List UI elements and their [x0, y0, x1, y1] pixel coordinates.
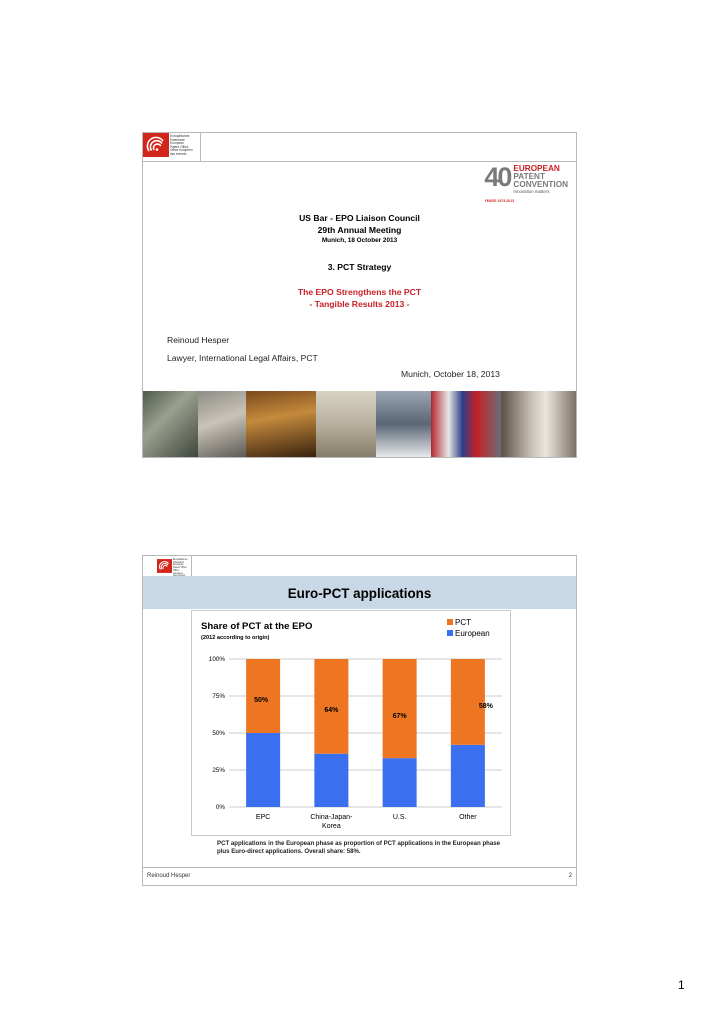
header-divider: [143, 161, 576, 162]
epc-40-years-badge: [484, 162, 568, 203]
y-tick-label: 25%: [212, 767, 225, 774]
bar-pct: [451, 659, 485, 745]
x-category-label: Other: [459, 814, 477, 821]
highlight-subtitle: - Tangible Results 2013 -: [309, 299, 410, 309]
chart-title: Share of PCT at the EPO: [201, 621, 313, 632]
slide-number: 2: [568, 873, 572, 879]
epo-logo-icon: [143, 133, 169, 157]
photo-walking: [376, 391, 431, 457]
logo-separator: [200, 133, 201, 161]
footer-author: Reinoud Hesper: [147, 873, 191, 879]
badge-years: YEARS 1973-2013: [484, 199, 515, 203]
epo-logo-text: Europäisches Patentamt European Patent Office Office européen des brevets: [170, 134, 193, 156]
meeting-date: Munich, 18 October 2013: [321, 237, 398, 244]
legend-label-european: European: [455, 629, 490, 638]
bar-pct: [383, 659, 417, 758]
author-role: Lawyer, International Legal Affairs, PCT: [167, 353, 318, 363]
slide-title: Euro-PCT applications: [287, 586, 432, 601]
presentation-date: Munich, October 18, 2013: [401, 369, 500, 379]
author-name: Reinoud Hesper: [167, 335, 230, 345]
data-label: 67%: [392, 713, 407, 720]
chart-caption: PCT applications in the European phase as proportion of PCT applications in the European phase plus Euro-direct applications. Overall share: 58%.: [217, 840, 501, 855]
badge-number: 40 YEARS 1973-2013: [484, 165, 510, 189]
photo-hallway: [501, 391, 576, 457]
bar-european: [451, 745, 485, 807]
meeting-title: US Bar - EPO Liaison Council: [299, 213, 420, 223]
bar-european: [314, 754, 348, 807]
chart-frame: [191, 610, 511, 836]
badge-word-european: EUROPEAN: [513, 164, 560, 173]
legend-swatch-european: [447, 630, 453, 636]
y-tick-label: 100%: [208, 656, 225, 663]
data-label: 64%: [324, 707, 339, 714]
legend-swatch-pct: [447, 619, 453, 625]
photo-meeting-room: [316, 391, 376, 457]
data-label: 50%: [254, 697, 269, 704]
epo-logo: [143, 133, 201, 163]
badge-word-convention: CONVENTION: [513, 180, 568, 189]
bar-european: [383, 758, 417, 807]
x-category-label: EPC: [255, 814, 271, 821]
photo-conference: [246, 391, 316, 457]
chart-subtitle: (2012 according to origin): [201, 635, 270, 641]
y-tick-label: 75%: [212, 693, 225, 700]
photo-corridor: [198, 391, 246, 457]
topic-heading: 3. PCT Strategy: [327, 262, 392, 272]
footer-divider: [143, 867, 576, 868]
meeting-subtitle: 29th Annual Meeting: [317, 225, 402, 235]
epo-logo-icon-small: [157, 559, 172, 573]
bar-pct: [246, 659, 280, 733]
title-slide: [142, 132, 577, 458]
y-tick-label: 50%: [212, 730, 225, 737]
bar-european: [246, 733, 280, 807]
page-number: 1: [678, 978, 685, 992]
photo-strip: [143, 391, 576, 457]
x-category-label: Korea: [322, 823, 341, 830]
stacked-bar-chart: [192, 611, 510, 835]
logo-separator-small: [191, 556, 192, 576]
x-category-label: China-Japan-: [310, 814, 353, 821]
photo-flags: [431, 391, 501, 457]
epo-logo-text-small: Europäisches Patentamt European Patent Office Office européen: [173, 558, 188, 575]
x-category-label: U.S.: [392, 814, 407, 821]
y-tick-label: 0%: [215, 804, 225, 811]
data-label: 58%: [478, 703, 493, 710]
badge-tagline: Innovation matters: [513, 189, 550, 194]
highlight-title: The EPO Strengthens the PCT: [297, 287, 422, 297]
legend-label-pct: PCT: [455, 618, 471, 627]
chart-slide: [142, 555, 577, 886]
badge-word-patent: PATENT: [513, 172, 545, 181]
photo-hall: [143, 391, 198, 457]
